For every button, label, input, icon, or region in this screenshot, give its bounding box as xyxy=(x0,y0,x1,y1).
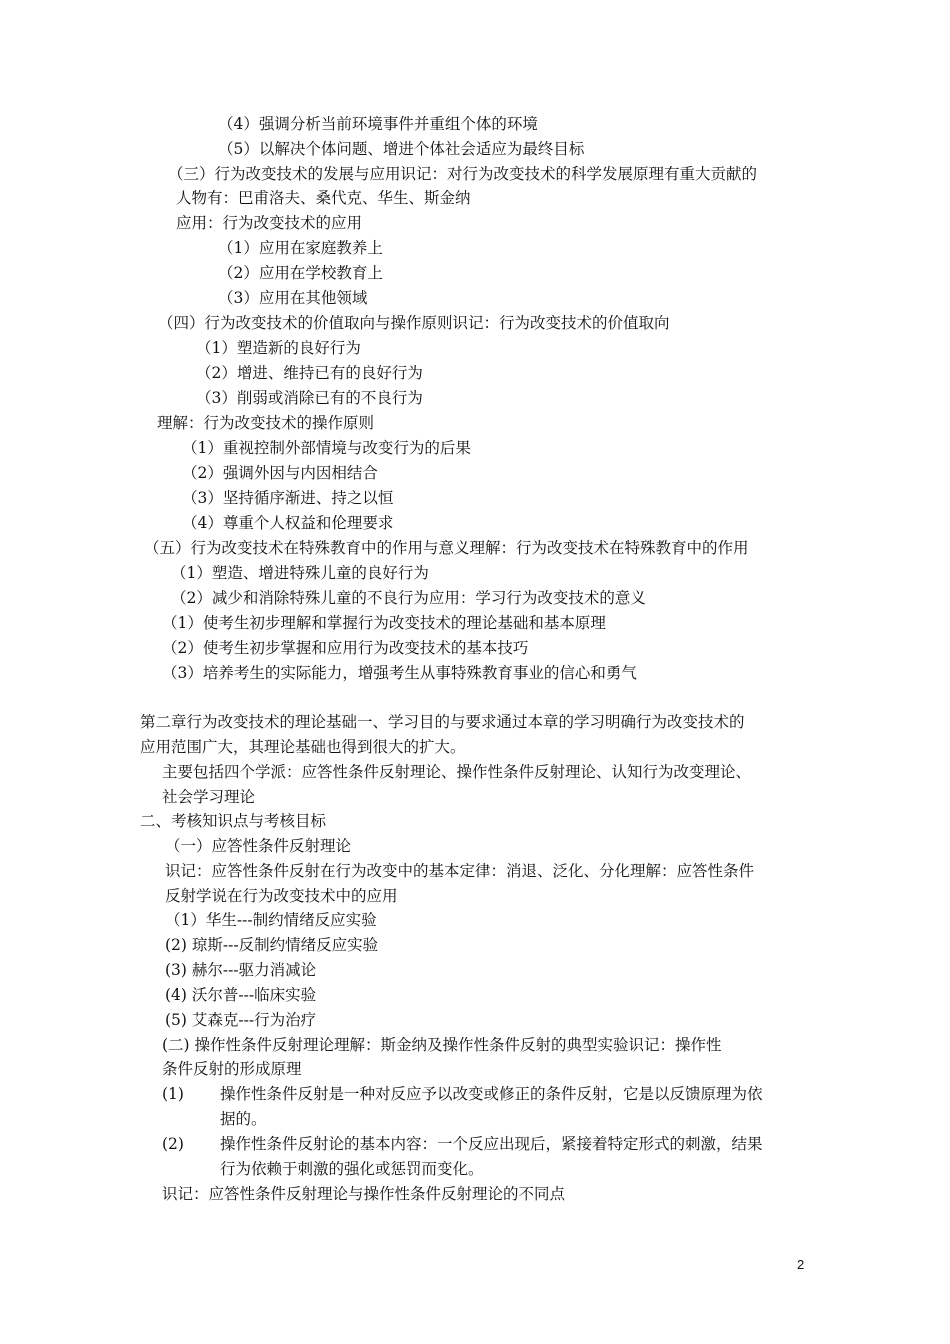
text-line: （一）应答性条件反射理论 xyxy=(165,837,352,855)
text-line: （五）行为改变技术在特殊教育中的作用与意义理解：行为改变技术在特殊教育中的作用 xyxy=(144,539,749,557)
text-line: 应用：行为改变技术的应用 xyxy=(176,214,363,232)
text-line: (2) 琼斯---反制约情绪反应实验 xyxy=(165,936,379,954)
text-line: (4) 沃尔普---临床实验 xyxy=(165,986,317,1004)
text-line: 操作性条件反射是一种对反应予以改变或修正的条件反射，它是以反馈原理为依 xyxy=(220,1085,763,1103)
text-line: 行为依赖于刺激的强化或惩罚而变化。 xyxy=(220,1160,484,1178)
text-line: 理解：行为改变技术的操作原则 xyxy=(157,414,375,432)
text-line: （四）行为改变技术的价值取向与操作原则识记：行为改变技术的价值取向 xyxy=(158,314,670,332)
text-line: （2）增进、维持已有的良好行为 xyxy=(196,364,423,382)
text-line: （1）塑造新的良好行为 xyxy=(196,339,361,357)
list-marker: (2) xyxy=(162,1135,184,1153)
text-line: （1）重视控制外部情境与改变行为的后果 xyxy=(182,439,471,457)
text-line: （4）尊重个人权益和伦理要求 xyxy=(182,514,394,532)
text-line: 反射学说在行为改变技术中的应用 xyxy=(165,887,398,905)
text-line: （5）以解决个体问题、增进个体社会适应为最终目标 xyxy=(218,140,585,158)
text-line: （3）削弱或消除已有的不良行为 xyxy=(196,389,423,407)
text-line: （2）强调外因与内因相结合 xyxy=(182,464,378,482)
text-line: 主要包括四个学派：应答性条件反射理论、操作性条件反射理论、认知行为改变理论、 xyxy=(162,763,752,781)
text-line: （1）使考生初步理解和掌握行为改变技术的理论基础和基本原理 xyxy=(162,614,606,632)
text-line: （1）应用在家庭教养上 xyxy=(218,239,383,257)
text-line: 人物有：巴甫洛夫、桑代克、华生、斯金纳 xyxy=(176,189,471,207)
text-line: (5) 艾森克---行为治疗 xyxy=(165,1011,317,1029)
page-number: 2 xyxy=(797,1257,805,1272)
text-line: （1）华生---制约情绪反应实验 xyxy=(165,911,377,929)
text-line: 据的。 xyxy=(220,1110,267,1128)
text-line: （2）应用在学校教育上 xyxy=(218,264,383,282)
list-marker: (1) xyxy=(162,1085,184,1103)
text-line: （三）行为改变技术的发展与应用识记：对行为改变技术的科学发展原理有重大贡献的 xyxy=(168,165,758,183)
text-line: 识记：应答性条件反射理论与操作性条件反射理论的不同点 xyxy=(162,1185,566,1203)
text-line: （3）坚持循序渐进、持之以恒 xyxy=(182,489,394,507)
text-line: （3）应用在其他领域 xyxy=(218,289,368,307)
text-line: 识记：应答性条件反射在行为改变中的基本定律：消退、泛化、分化理解：应答性条件 xyxy=(165,862,755,880)
text-line: （4）强调分析当前环境事件并重组个体的环境 xyxy=(218,115,538,133)
section-heading: 二、考核知识点与考核目标 xyxy=(140,812,327,830)
text-line: 社会学习理论 xyxy=(162,788,256,806)
text-line: （1）塑造、增进特殊儿童的良好行为 xyxy=(171,564,429,582)
chapter-heading: 第二章行为改变技术的理论基础一、学习目的与要求通过本章的学习明确行为改变技术的 xyxy=(140,713,745,731)
text-line: （2）使考生初步掌握和应用行为改变技术的基本技巧 xyxy=(162,639,529,657)
text-line: (3) 赫尔---驱力消减论 xyxy=(165,961,317,979)
text-line: 条件反射的形成原理 xyxy=(162,1060,302,1078)
text-line: （2）减少和消除特殊儿童的不良行为应用：学习行为改变技术的意义 xyxy=(171,589,646,607)
text-line: 操作性条件反射论的基本内容：一个反应出现后，紧接着特定形式的刺激，结果 xyxy=(220,1135,763,1153)
text-line: （3）培养考生的实际能力，增强考生从事特殊教育事业的信心和勇气 xyxy=(162,664,637,682)
text-line: (二) 操作性条件反射理论理解：斯金纳及操作性条件反射的典型实验识记：操作性 xyxy=(162,1036,722,1054)
text-line: 应用范围广大，其理论基础也得到很大的扩大。 xyxy=(140,738,466,756)
